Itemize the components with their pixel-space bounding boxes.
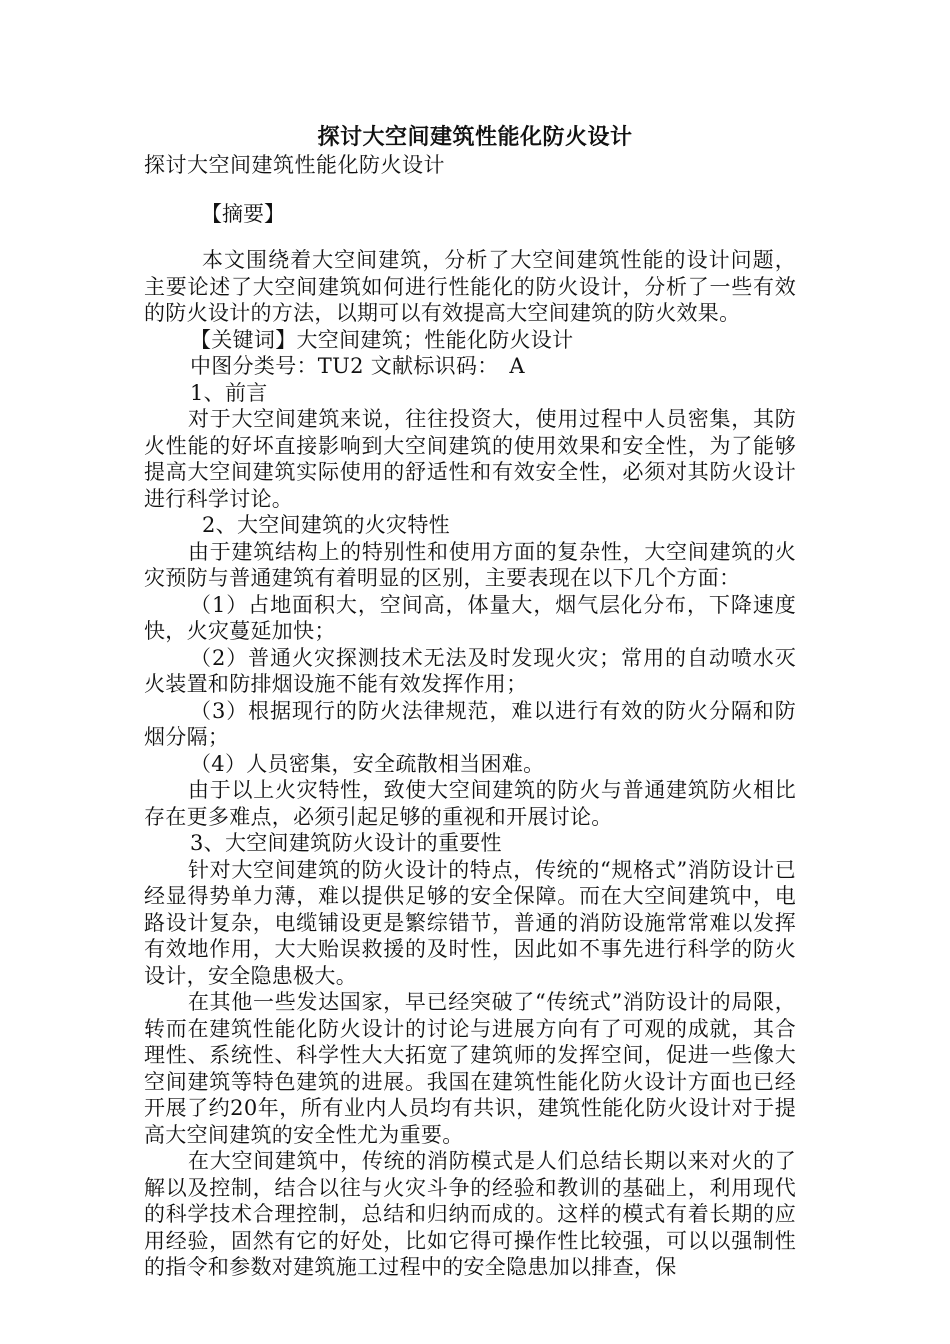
document-body [144,247,796,1281]
keywords-line: 【关键词】大空间建筑；性能化防火设计 [190,327,574,352]
list-item: （4）人员密集，安全疏散相当困难。 [190,751,545,776]
abstract-paragraph: 本文围绕着大空间建筑，分析了大空间建筑性能的设计问题，主要论述了大空间建筑如何进行性能化的防火设计，分析了一些有效的防火设计的方法，以期可以有效提高大空间建筑的防火效果。 [144,248,796,325]
list-item: （2）普通火灾探测技术无法及时发现火灾；常用的自动喷水灭火装置和防排烟设施不能有效发挥作用； [144,645,796,696]
body-paragraph: 在其他一些发达国家，早已经突破了“传统式”消防设计的局限，转而在建筑性能化防火设计的讨论与进展方向有了可观的成就，其合理性、系统性、科学性大大拓宽了建筑师的发挥空间，促进一些像大空间建筑等特色建筑的进展。我国在建筑性能化防火设计方面也已经开展了约20年，所有业内人员均有共识，建筑性能化防火设计对于提高大空间建筑的安全性尤为重要。 [144,990,796,1147]
abstract-heading: 【摘要】 [201,202,285,226]
list-item: （1）占地面积大，空间高，体量大，烟气层化分布，下降速度快，火灾蔓延加快； [144,592,796,643]
body-paragraph: 针对大空间建筑的防火设计的特点，传统的“规格式”消防设计已经显得势单力薄，难以提供足够的安全保障。而在大空间建筑中，电路设计复杂，电缆铺设更是繁综错节，普通的消防设施常常难以发挥有效地作用，大大贻误救援的及时性，因此如不事先进行科学的防火设计，安全隐患极大。 [144,857,796,988]
body-paragraph: 在大空间建筑中，传统的消防模式是人们总结长期以来对火的了解以及控制，结合以往与火灾斗争的经验和教训的基础上，利用现代的科学技术合理控制，总结和归纳而成的。这样的模式有着长期的应用经验，固然有它的好处，比如它得可操作性比较强，可以以强制性的指令和参数对建筑施工过程中的安全隐患加以排查，保 [144,1149,796,1279]
section-heading: 2、大空间建筑的火灾特性 [202,513,450,537]
document-subtitle: 探讨大空间建筑性能化防火设计 [144,153,445,177]
body-paragraph: 对于大空间建筑来说，往往投资大，使用过程中人员密集，其防火性能的好坏直接影响到大空间建筑的使用效果和安全性，为了能够提高大空间建筑实际使用的舒适性和有效安全性，必须对其防火设计进行科学讨论。 [144,407,796,511]
body-paragraph: 由于以上火灾特性，致使大空间建筑的防火与普通建筑防火相比存在更多难点，必须引起足够的重视和开展讨论。 [144,778,796,829]
section-heading: 3、大空间建筑防火设计的重要性 [190,831,502,855]
list-item: （3）根据现行的防火法律规范，难以进行有效的防火分隔和防烟分隔； [144,698,796,749]
body-paragraph: 由于建筑结构上的特别性和使用方面的复杂性，大空间建筑的火灾预防与普通建筑有着明显的区别，主要表现在以下几个方面： [144,539,796,590]
classification-line: 中图分类号：TU2 文献标识码： A [190,354,525,378]
document-title: 探讨大空间建筑性能化防火设计 [317,124,633,150]
section-heading: 1、前言 [190,380,268,405]
